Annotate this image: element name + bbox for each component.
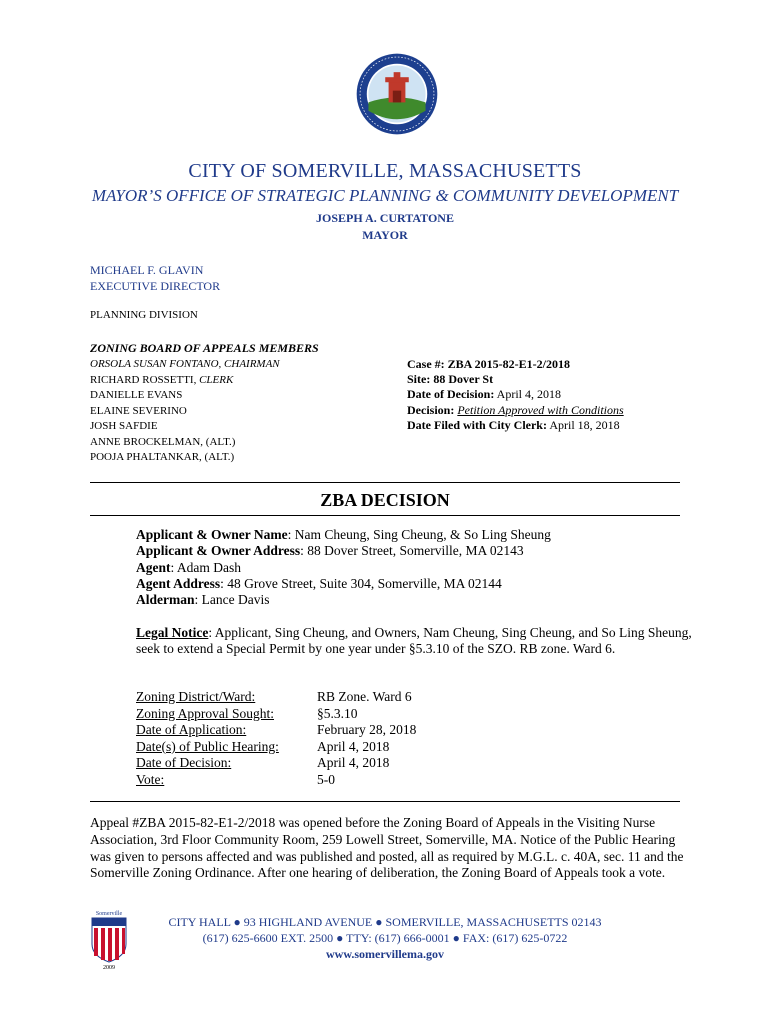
- svg-text:Somerville: Somerville: [95, 911, 123, 917]
- case-site: Site: 88 Dover St: [407, 372, 494, 387]
- decision-title: ZBA DECISION: [320, 490, 450, 510]
- board-members-list: [90, 357, 280, 466]
- board-member: ELAINE SEVERINO: [90, 404, 187, 417]
- division-name: PLANNING DIVISION: [90, 309, 198, 321]
- applicant-row: Agent: Adam Dash: [136, 559, 241, 575]
- appeal-paragraph: Appeal #ZBA 2015-82-E1-2/2018 was opened before the Zoning Board of Appeals in the Visiting Nurse Association, 3rd Floor Community Room, 259 Lowell Street, Somerville, MA. Notice of the Public Hearing was given to persons affected and was published and posted, all as required by M.G.L. c. 40A, sec. 11 and the Somerville Zoning Ordinance. After one hearing of deliberation, the Zoning Board of Appeals took a vote.: [90, 815, 684, 881]
- divider-appeal: [90, 801, 680, 802]
- applicant-row: Applicant & Owner Address: 88 Dover Street, Somerville, MA 02143: [136, 543, 524, 559]
- applicant-row: Applicant & Owner Name: Nam Cheung, Sing Cheung, & So Ling Sheung: [136, 527, 551, 542]
- svg-text:2009: 2009: [103, 965, 115, 971]
- applicant-row: Alderman: Lance Davis: [136, 592, 270, 608]
- city-title: CITY OF SOMERVILLE, MASSACHUSETTS: [188, 160, 582, 182]
- case-decision: Decision: Petition Approved with Conditions: [407, 402, 624, 417]
- board-member: RICHARD ROSSETTI, CLERK: [90, 373, 234, 386]
- office-title: MAYOR’S OFFICE OF STRATEGIC PLANNING & COMMUNITY DEVELOPMENT: [91, 186, 679, 205]
- city-seal-icon: [355, 52, 439, 136]
- mayor-name: JOSEPH A. CURTATONE: [316, 211, 454, 225]
- case-info: [407, 357, 624, 433]
- board-member: POOJA PHALTANKAR, (ALT.): [90, 451, 235, 463]
- footer-website-link[interactable]: www.somervillema.gov: [326, 947, 444, 961]
- applicant-row: Agent Address: 48 Grove Street, Suite 304, Somerville, MA 02144: [136, 575, 502, 591]
- board-heading: ZONING BOARD OF APPEALS MEMBERS: [90, 341, 319, 355]
- board-member: JOSH SAFDIE: [90, 420, 158, 432]
- executive-name: MICHAEL F. GLAVIN: [90, 263, 204, 277]
- divider-bottom: [90, 515, 680, 516]
- divider-top: [90, 482, 680, 483]
- case-number: Case #: ZBA 2015-82-E1-2/2018: [407, 357, 570, 371]
- legal-notice: Legal Notice: Applicant, Sing Cheung, and Owners, Nam Cheung, Sing Cheung, and So Ling Sheung, seek to extend a Special Permit by one year under §5.3.10 of the SZO. RB zone. Ward 6.: [136, 625, 692, 657]
- footer-address: CITY HALL ● 93 HIGHLAND AVENUE ● SOMERVILLE, MASSACHUSETTS 02143: [168, 915, 602, 929]
- case-decision-date: Date of Decision: April 4, 2018: [407, 387, 561, 402]
- executive-title: EXECUTIVE DIRECTOR: [90, 279, 221, 293]
- applicant-info: [136, 527, 551, 608]
- footer-phones: (617) 625-6600 EXT. 2500 ● TTY: (617) 666-0001 ● FAX: (617) 625-0722: [202, 931, 568, 945]
- case-filed-date: Date Filed with City Clerk: April 18, 2018: [407, 417, 620, 432]
- mayor-title: MAYOR: [362, 228, 408, 242]
- board-member: ORSOLA SUSAN FONTANO, CHAIRMAN: [90, 358, 280, 370]
- board-member: ANNE BROCKELMAN, (ALT.): [90, 435, 236, 448]
- board-member: DANIELLE EVANS: [90, 389, 183, 401]
